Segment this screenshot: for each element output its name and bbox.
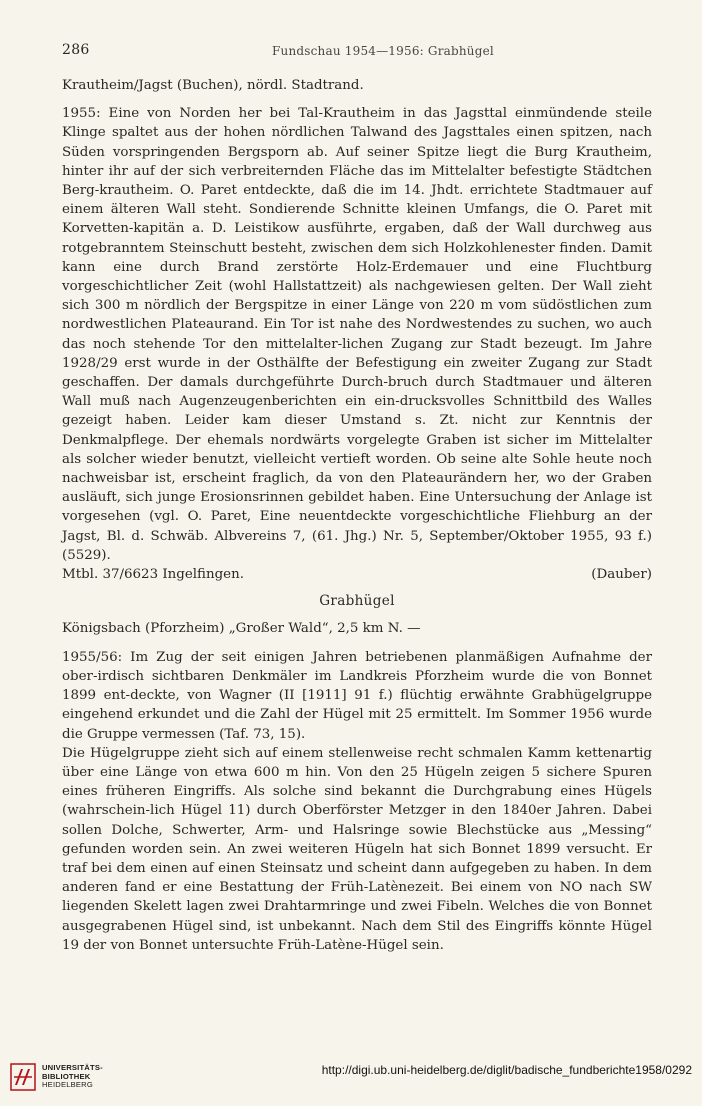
page-footer (0, 1055, 702, 1091)
library-logo-text (42, 1064, 103, 1090)
page-number: 286 (62, 42, 90, 58)
entry-text-krautheim: 1955: Eine von Norden her bei Tal-Krautheim in das Jagsttal einmündende steile Klinge spaltet aus der hohen nördlichen Talwand des Jagsttales einen spitzen, nach Süden vorspringenden Bergsporn ab. Auf seiner Spitze liegt die Burg Krautheim, hinter ihr auf der sich verbreiternden Fläche das im Mittelalter befestigte Städtchen Berg-krautheim. O. Paret entdeckte, daß die im 14. Jhdt. errichtete Stadtmauer auf einem älteren Wall steht. Sondierende Schnitte kleinen Umfangs, die O. Paret mit Korvetten-kapitän a. D. Leistikow ausführte, ergaben, daß der Wall durchweg aus rotgebranntem Steinschutt besteht, zwischen dem sich Holzkohlenester finden. Damit kann eine durch Brand zerstörte Holz-Erdemauer und eine Fluchtburg vorgeschichtlicher Zeit (wohl Hallstattzeit) als nachgewiesen gelten. Der Wall zieht sich 300 m nördlich der Bergspitze in einer Länge von 220 m vom südöstlichen zum nordwestlichen Plateaurand. Ein Tor ist nahe des Nordwestendes zu suchen, wo auch das noch stehende Tor den mittelalter-lichen Zugang zur Stadt bezeugt. Im Jahre 1928/29 erst wurde in der Osthälfte der Befestigung ein zweiter Zugang zur Stadt geschaffen. Der damals durchgeführte Durch-bruch durch Stadtmauer und älteren Wall muß nach Augenzeugenberichten ein ein-drucksvolles Schnittbild des Walles gezeigt haben. Leider kam dieser Umstand s. Zt. nicht zur Kenntnis der Denkmalpflege. Der ehemals nordwärts vorgelegte Graben ist sicher im Mittelalter als solcher wieder benutzt, vielleicht vertieft worden. Ob seine alte Sohle heute noch nachweisbar ist, erscheint fraglich, da von den Plateaurändern her, wo der Graben ausläuft, sich junge Erosionsrinnen gebildet haben. Eine Untersuchung der Anlage ist vorgesehen (vgl. O. Paret, Eine neuentdeckte vorgeschichtliche Fliehburg an der Jagst, Bl. d. Schwäb. Albvereins 7, (61. Jhg.) Nr. 5, September/Oktober 1955, 93 f.) (5529). (62, 106, 652, 563)
site-heading-koenigsbach: Königsbach (Pforzheim) „Großer Wald“, 2,5 km N. — (62, 621, 421, 637)
page-header (62, 42, 652, 64)
logo-line-3: HEIDELBERG (42, 1080, 93, 1090)
section-heading: Grabhügel (319, 593, 395, 610)
library-logo-icon (10, 1063, 36, 1091)
entry-text-koenigsbach-1: 1955/56: Im Zug der seit einigen Jahren betriebenen planmäßigen Aufnahme der ober-irdisch sichtbaren Denkmäler im Landkreis Pforzheim wurde die von Bonnet 1899 ent-deckte, von Wagner (II [1911] 91 f.) flüchtig erwähnte Grabhügelgruppe eingehend erkundet und die Zahl der Hügel mit 25 ermittelt. Im Sommer 1956 wurde die Gruppe vermessen (Taf. 73, 15). (62, 649, 652, 742)
map-reference: Mtbl. 37/6623 Ingelfingen. (62, 567, 244, 583)
source-url-link[interactable]: http://digi.ub.uni-heidelberg.de/diglit/badische_fundberichte1958/0292 (321, 1063, 692, 1077)
logo-line-1: UNIVERSITÄTS- (42, 1063, 103, 1073)
site-heading-krautheim: Krautheim/Jagst (Buchen), nördl. Stadtrand. (62, 78, 364, 93)
library-logo[interactable] (10, 1061, 150, 1093)
logo-line-2: BIBLIOTHEK (42, 1071, 91, 1081)
running-head: Fundschau 1954—1956: Grabhügel (272, 44, 494, 58)
entry-author: (Dauber) (591, 567, 652, 583)
page-body (62, 76, 652, 955)
entry-text-koenigsbach-2: Die Hügelgruppe zieht sich auf einem stellenweise recht schmalen Kamm kettenartig über eine Länge von etwa 600 m hin. Von den 25 Hügeln zeigen 5 sichere Spuren eines früheren Eingriffs. Als solche sind bekannt die Durchgrabung eines Hügels (wahrschein-lich Hügel 11) durch Oberförster Metzger in den 1840er Jahren. Dabei sollen Dolche, Schwerter, Arm- und Halsringe sowie Blechstücke aus „Messing“ gefunden worden sein. An zwei weiteren Hügeln hat sich Bonnet 1899 versucht. Er traf bei dem einen auf einen Steinsatz und scheint dann aufgegeben zu haben. In dem anderen fand er eine Bestattung der Früh-Latènezeit. Bei einem von NO nach SW liegenden Skelett lagen zwei Drahtarmringe und zwei Fibeln. Welches die von Bonnet ausgegrabenen Hügel sind, ist unbekannt. Nach dem Stil des Eingriffs könnte Hügel 19 der von Bonnet untersuchte Früh-Latène-Hügel sein. (62, 745, 652, 953)
reference-line (62, 565, 652, 584)
